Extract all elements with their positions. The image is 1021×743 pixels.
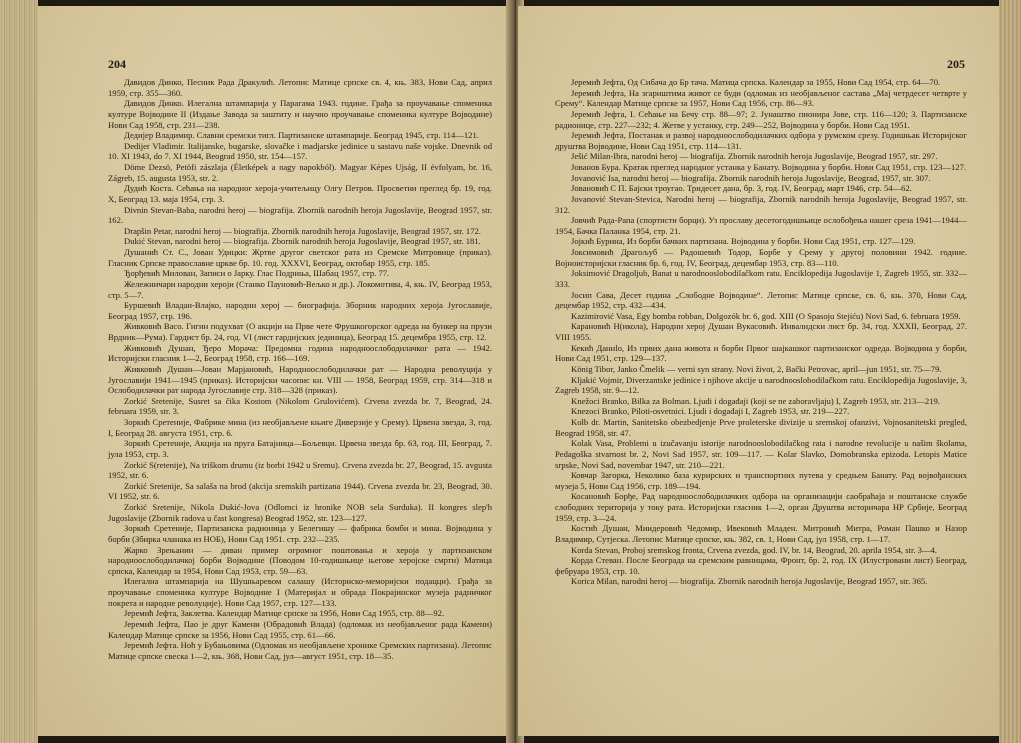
bibliography-entry: Корда Стеван. После Београда на сремским равницама, Фронт, бр. 2, год. IX (Илустровани лист) Београд, фебруара 1953, стр. 10. <box>555 555 967 576</box>
bibliography-entry: Буршевић Владан-Влајко, народни херој — биографија. Зборник народних хероја Југославије, Београд 1957, стр. 196. <box>108 300 492 321</box>
page-stack-right <box>999 0 1021 743</box>
bibliography-entry: Ђорђевић Милован, Записи о Јарку. Глас Подриња, Шабац 1957, стр. 77. <box>124 268 390 279</box>
bibliography-entry: Јеремић Јефта, I. Сећање на Бечу стр. 88—97; 2. Јунаштво пионира Јове, стр. 116—120; 3. Партизанске радионице, стр. 227—232; 4. Жетве у устанку, стр. 249—252, Војводина у борби. Нови Сад 1951. <box>555 108 967 130</box>
bibliography-entry: Јовановић С П. Бајски троугао. Тридесет дана, бр. 3, год. IV, Београд, март 1946, стр. 54—62. <box>571 183 912 194</box>
bibliography-entry: Јеремић Јефта, Заклетва. Календар Матице српске за 1956, Нови Сад 1955, стр. 88—92. <box>124 608 445 619</box>
bibliography-entry: Jovanović Stevan-Stevica, Narodni heroj — biografija, Zbornik narodnih heroja Jugoslavije, Beograd 1957, str. 312. <box>555 193 967 215</box>
bibliography-entry: Дедијер Владимир. Славни сремски тигл. Партизанске штампарије. Београд 1945, стр. 114—121. <box>124 130 479 141</box>
bibliography-entry: Давидов Динко. Илегална штампарија у Парагама 1943. године. Грађа за проучавање споменика културе Војводине II (Издање Завода за заштиту и научно проучавање споменика културе Војводине) Нови Сад 1958, стр. 231—238. <box>108 98 492 130</box>
page-stack-left <box>0 0 38 743</box>
bibliography-entry: Живковић Душан—Јован Марјановић, Народноослободилачки рат — Народна револуција у Југославији 1941—1945 (приказ). Историјски часопис кн. VIII — 1958, Београд 1959, стр. 314—318 и Ослободилачки рат народа Југославије стр. 318—328 (приказ). <box>108 363 492 396</box>
bibliography-entry: Kljakić Vojmir, Diverzantske jedinice i njihove akcije u narodnooslobodilačkom ratu. Enciklopedija Jugoslavije, 3, Zagreb 1958, str. 9—12. <box>555 374 967 396</box>
bibliography-entry: Жарко Зрењанин — диван пример огромног поштовања и хероја у партизанском народноослободилачкој борби Војводине (Поводом 10-годишњице његове херојске смрти) Матица српска, Календар за 1954, Нови Сад 1953, стр. 59—63. <box>108 544 492 576</box>
bibliography-entry: König Tibor, Janko Čmelik — vernі syn strany. Novі život, 2, Bački Petrovac, april—jun 1951, str. 75—79. <box>571 363 942 374</box>
bibliography-entry: Карановић Н(икола), Народни херој Душан Вукасовић. Инвалидски лист бр. 34, год. XXXII, Београд, 27. VIII 1955. <box>555 321 967 342</box>
left-page <box>38 6 512 736</box>
page-number-left: 204 <box>108 57 126 71</box>
bibliography-entry: Zorkić S(retenije), Na triškom drumu (iz borbi 1942 u Sremu). Crvena zvezda br. 27, Beograd, 15. avgusta 1952, str. 6. <box>108 459 492 481</box>
bibliography-entry: Döme Dezsö, Petöfi zászlaja (Életképek a nagy napokból). Magyar Képes Ujság, II évfolyam, br. 16, Zágreb, 15. augusta 1953, str. 2. <box>108 162 492 183</box>
bibliography-entry: Зоркић Сретеније, Партизанска радионица у Белегишу — фабрика бомби и мина. Војводина у борби (Збирка чланака из НОБ), Нови Сад 1951. стр. 232—235. <box>108 523 492 544</box>
bibliography-entry: Kolak Vasa, Problemi u izučavanju istorije narodnooslobodilačkog rata i narodne revolucije u našim školama, Pedagoška stvarnost br. 2, Novi Sad 1957, str. 109—117. — Kolar Slavko, Domobranska epizoda. Letopis Matice srpske, Novi Sad, novembar 1947, str. 210—221. <box>555 438 967 470</box>
bibliography-entry: Kazimirović Vasa, Egy bomba robban, Dolgozók br. 6, god. XIII (O Spasoju Stejiću) Novi Sad, 6. februara 1959. <box>571 310 961 321</box>
bibliography-entry: Живковић Васо. Гигин подухват (О акцији на Прве чете Фрушкогорског одреда на бункер на прузи Врдник—Рума). Гардист бр. 24, год. VI (лист гардијских јединица), Београд 15. децембра 1955, стр. 12. <box>108 321 492 342</box>
bibliography-entry: Јеремић Јефта, На згариштима живот се буди (одломак из необјављеног састава „Мај четрдесет четврте у Срему“. Календар Матице српске за 1957, Нови Сад 1956, стр. 86—93. <box>555 87 967 109</box>
right-page <box>518 6 999 736</box>
bibliography-entry: Жележничари народни хероји (Станко Пауновић-Вељко и др.). Локомотива, 4, књ. IV, Београд 1953, стр. 5—7. <box>108 278 492 300</box>
bibliography-entry: Јеремић Јефта, Пао је друг Камени (Обрадовић Влада) (одломак из необјављеног рада Камени) Календар Матице српске за 1956, Нови Сад 1955, стр. 61—66. <box>108 618 492 640</box>
bibliography-entry: Зоркић Сретеније, Фабрике мина (из необјављене књиге Диверзије у Срему). Црвена звезда, 3, год. I, Београд 28. августа 1951, стр. 6. <box>108 417 492 438</box>
bibliography-entry: Divnin Stevan-Baba, narodni heroj — biografija. Zbornik narodnih heroja Jugoslavije, Beograd 1957, str. 162. <box>108 204 492 226</box>
bibliography-entry: Јојкић Бурина, Из борби бачких партизана. Војводина у борби. Нови Сад 1951, стр. 127—129. <box>571 236 916 247</box>
bibliography-entry: Јоксимовић Драгољуб — Радошевић Тодор, Борбе у Срему у другој половини 1942. године. Војноисторијски гласник бр. 6, год. IV, Београд, децембар 1953, стр. 83—110. <box>555 247 967 268</box>
bibliography-entry: Korica Milan, narodni heroj — biografija. Zbornik narodnih heroja Jugoslavije, Beograd 1957, str. 365. <box>571 576 928 587</box>
bibliography-entry: Zorkić Sretenije, Sa salaša na brod (akcija sremskih partizana 1944). Crvena zvezda br. 23, Beograd, 30. VI 1952, str. 6. <box>108 480 492 502</box>
bibliography-entry: Душанић Ст. С., Јован Удицки: Жртве другог светског рата из Сремске Митровице (приказ). Гласник Српске православне цркве бр. 10. год. XXXVI, Београд, октобар 1955, стр. 185. <box>108 247 492 268</box>
bibliography-entry: Зоркић Сретеније, Акција на пруга Батајница—Бољевци. Црвена звезда бр. 63, год. III, Београд, 7. јула 1953, стр. 3. <box>108 438 492 459</box>
bibliography-entry: Kolb dr. Martin, Sanitetsko obezbedjenje Prve proleterske divizije u sremskoj ofanzivi, Vojnosanitetski pregled, Beograd 1958, str. 47. <box>555 417 967 438</box>
bibliography-list-left <box>108 77 492 661</box>
bibliography-entry: Јовчић Рада-Рапа (спортисти борци). Уз прославу десетогодишњице ослобођења нашег среза 1941—1944—1954, Бачка Паланка 1954, стр. 21. <box>555 215 967 236</box>
bibliography-entry: Живковић Душан, Ђеро Морача: Предомна година народноослободилачког рата — 1942. Историјски гласник 1—2, Београд 1958, стр. 166—169. <box>108 342 492 364</box>
bibliography-entry: Dedijer Vladimir. Italijanske, bugarske, slovačke i madjarske jedinice u sastavu naše vojske. Dnevnik od 10. XI 1943, do 7. XI 1944, Beograd 1950, str. 154—157. <box>108 140 492 162</box>
bibliography-entry: Knežoci Branko, Bilka za Bolman. Ljudi i događaji (koji se ne zaboravljaju) I, Zagreb 1953, str. 213—219. <box>571 395 940 406</box>
bibliography-entry: Ješić Milan-Ibra, narodni heroj — biografija. Zbornik narodnih heroja Jugoslavije, Beograd 1957, str. 297. <box>571 151 938 162</box>
bibliography-entry: Zorkić Sretenije, Nikola Dukić-Jova (Odlomci iz hronike NOB sela Surduka). II kongres slep'h Jugoslavije (Zbornik radova u čast kongresa) Beograd 1952, str. 123—127. <box>108 502 492 523</box>
bibliography-entry: Јеремић Јефта. Ноћ у Бубањовима (Одломак из необјављене хронике Сремских партизана). Летопис Матице српске свеска 1—2, књ. 368, Нови Сад, јул—август 1951, стр. 18—35. <box>108 640 492 661</box>
bibliography-list-right <box>555 77 967 587</box>
bibliography-entry: Joksimović Dragoljub, Banat u narodnooslobodilačkom ratu. Enciklopedija Jugoslavije 1, Zagreb 1955, str. 332—333. <box>555 268 967 289</box>
bibliography-entry: Илегална штампарија на Шушњаревом салашу (Историско-меморијски подацци). Грађа за проучавање споменика културе Војводине I (Материјал и обрада Покрајинског музеја радничког покрета и народне револуције). Нови Сад 1957, стр. 127—133. <box>108 576 492 608</box>
bibliography-entry: Knezoci Branko, Piloti-osvetnici. Ljudi i događaji I, Zagreb 1953, str. 219—227. <box>571 406 850 417</box>
bibliography-entry: Drapšin Petar, narodni heroj — biografija. Zbornik narodnih heroja Jugoslavije, Beograd 1957, str. 172. <box>124 225 481 236</box>
bibliography-entry: Кекић Даниlo, Из првих дана живота и борби Првог шајкашког партизанског одреда. Војводина у борби, Нови Сад 1951, стр. 129—137. <box>555 342 967 364</box>
bibliography-entry: Dukić Stevan, narodni heroj — biografija. Zbornik narodnih heroja Jugoslavije, Beograd 1957, str. 181. <box>124 236 481 247</box>
bibliography-entry: Костић Душан, Миидеровић Чедомир, Ивековић Младен. Митровић Митра, Роман Пашко и Назор Владимир, Сутјеска. Летопис Матице српске, књ. 382, св. 1, Нови Сад, јул 1958, стр. 1—17. <box>555 523 967 544</box>
bibliography-entry: Давидов Динко, Песник Рада Дракулић. Летопис Матице српске св. 4, књ. 383, Нови Сад, април 1959, стр. 355—360. <box>108 77 492 98</box>
page-number-right: 205 <box>947 57 965 71</box>
bibliography-entry: Јеремић Јефта, Постанак и развој народноослободилачких одбора у румском срезу. Годишњак Историјског друштва Војводине, Нови Сад 1951, стр. 114—131. <box>555 130 967 151</box>
bibliography-entry: Jovanović Isa, narodni heroj — biografija. Zbornik narodnih heroja Jugoslavije, Beograd, 1957, str. 307. <box>571 172 931 183</box>
bibliography-entry: Дудић Коста. Сећања на народног хероја-учитељицу Олгу Петров. Просветни преглед бр. 19, год. X, Београд 13. маја 1954, стр. 3. <box>108 183 492 204</box>
bibliography-entry: Zorkić Sretenije, Susret sa čika Kostom (Nikolom Grulovićem). Crvena zvezda br. 7, Beograd, 24. februara 1959, str. 3. <box>108 395 492 417</box>
bibliography-entry: Косановић Борђе, Рад народноослободилачких одбора на организацији саобраћаја и поштанске службе слободних територија у току рата. Историјски гласник 1—2, орган Друштва историчара НР Србије, Београд 1959, стр. 3—24. <box>555 491 967 523</box>
bibliography-entry: Јованов Бура. Кратак преглед народног устанка у Банату. Војводина у борби. Нови Сад 1951, стр. 123—127. <box>571 162 967 172</box>
bibliography-entry: Ковчар Загорка, Неколико база курирских и транспортних путева у средњем Банату. Рад војвођанских музеја 5, Нови Сад 1956, стр. 189—194. <box>555 470 967 491</box>
bibliography-entry: Јеремић Јефта, Од Сибача до Бр тача. Матица српска. Календар за 1955, Нови Сад 1954, стр. 64—70. <box>571 77 941 87</box>
bibliography-entry: Јосип Сава, Десет година „Слободне Војводине“. Летопис Матице српске, св. 6, књ. 370, Нови Сад, децембар 1952, стр. 432—434. <box>555 289 967 311</box>
bibliography-entry: Korda Stevan, Proboj sremskog fronta, Crvena zvezda, god. IV, br. 14, Beograd, 20. aprila 1954, str. 3—4. <box>571 544 937 555</box>
